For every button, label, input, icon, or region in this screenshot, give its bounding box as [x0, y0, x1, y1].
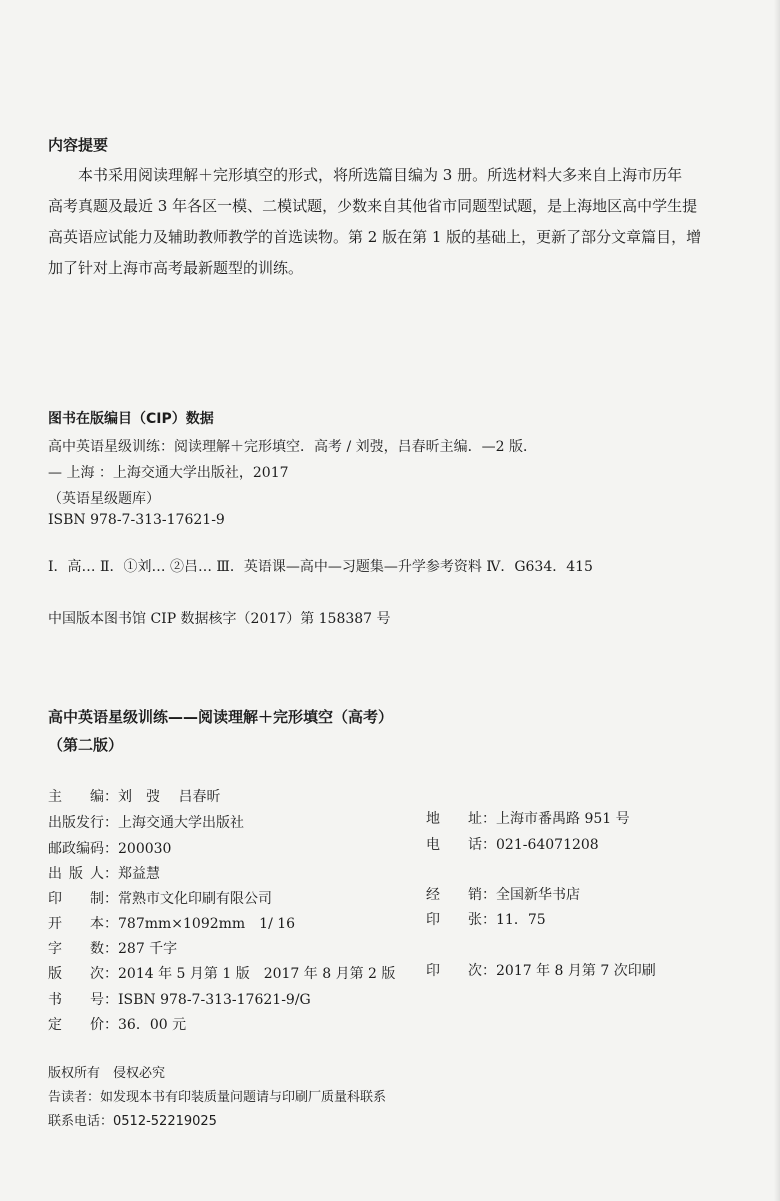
reader-notice: 告读者：如发现本书有印装质量问题请与印刷厂质量科联系	[48, 1090, 387, 1105]
colophon-row: 经 销：全国新华书店	[426, 887, 580, 903]
abstract-line: 高英语应试能力及辅助教师教学的首选读物。第 2 版在第 1 版的基础上，更新了部分文章篇目，增	[48, 228, 702, 246]
cip-line-3: （英语星级题库）	[48, 491, 160, 507]
cip-classification: Ⅰ．高… Ⅱ．①刘… ②吕… Ⅲ．英语课—高中—习题集—升学参考资料 Ⅳ．G634．415	[48, 559, 593, 575]
colophon-row: 印 次：2017 年 8 月第 7 次印刷	[426, 963, 656, 979]
contact-phone: 联系电话：0512-52219025	[48, 1114, 217, 1129]
abstract-body	[48, 160, 728, 284]
colophon-row: 定 价：36．00 元	[48, 1017, 187, 1033]
book-edition: （第二版）	[48, 736, 124, 754]
cip-heading: 图书在版编目（CIP）数据	[48, 411, 214, 427]
colophon-row: 出版发行：上海交通大学出版社	[48, 815, 244, 831]
colophon-row: 版 次：2014 年 5 月第 1 版 2017 年 8 月第 2 版	[48, 966, 396, 982]
colophon-row: 字 数：287 千字	[48, 941, 178, 957]
colophon-row: 开 本：787mm×1092mm 1/ 16	[48, 916, 296, 932]
colophon-row: 出 版 人：郑益慧	[48, 866, 160, 882]
rights-notice: 版权所有 侵权必究	[48, 1066, 166, 1081]
book-title: 高中英语星级训练——阅读理解＋完形填空（高考）	[48, 708, 394, 726]
cip-line-1: 高中英语星级训练：阅读理解＋完形填空．高考 / 刘弢，吕春昕主编．—2 版．	[48, 439, 537, 455]
abstract-heading: 内容提要	[48, 136, 109, 154]
abstract-line: 加了针对上海市高考最新题型的训练。	[48, 259, 304, 277]
abstract-line: 高考真题及最近 3 年各区一模、二模试题，少数来自其他省市同题型试题，是上海地区高中学生提	[48, 197, 698, 215]
colophon-row: 电 话：021-64071208	[426, 837, 599, 853]
cip-isbn: ISBN 978-7-313-17621-9	[48, 512, 225, 528]
page-edge-shadow	[774, 0, 780, 1201]
colophon-row: 地 址：上海市番禺路 951 号	[426, 811, 630, 827]
colophon-row: 书 号：ISBN 978-7-313-17621-9/G	[48, 992, 311, 1008]
cip-line-2: — 上海 ：上海交通大学出版社，2017	[48, 465, 289, 481]
cip-library-note: 中国版本图书馆 CIP 数据核字（2017）第 158387 号	[48, 611, 391, 627]
abstract-line: 本书采用阅读理解＋完形填空的形式，将所选篇目编为 3 册。所选材料大多来自上海市历年	[78, 166, 683, 184]
colophon-row: 邮政编码：200030	[48, 841, 172, 857]
colophon-row: 印 制：常熟市文化印刷有限公司	[48, 891, 272, 907]
colophon-row: 印 张：11．75	[426, 912, 546, 928]
colophon-row: 主 编：刘 弢 吕春昕	[48, 789, 221, 805]
